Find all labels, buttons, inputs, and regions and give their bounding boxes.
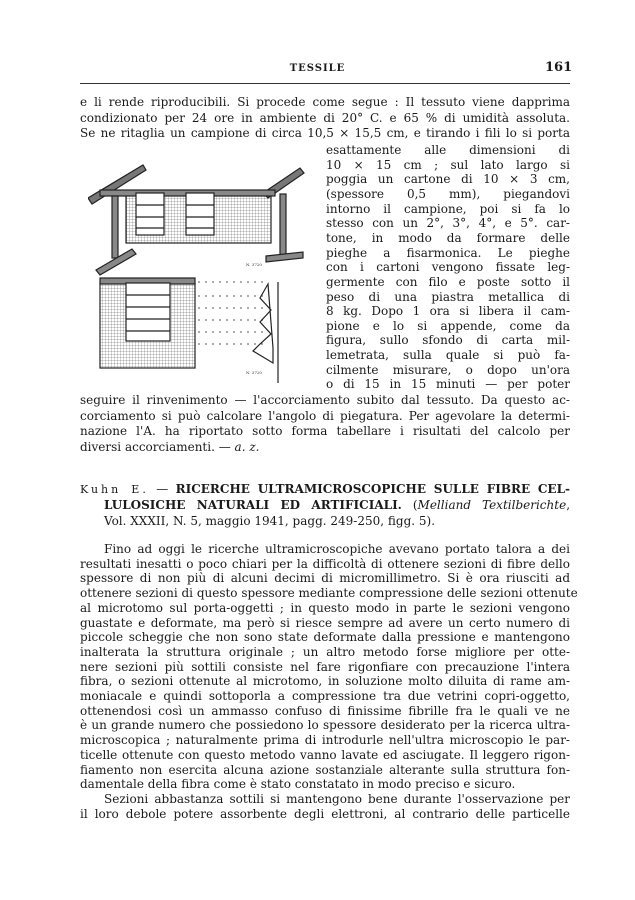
figure-apparatus	[88, 148, 323, 393]
dash: —	[148, 482, 176, 496]
body-line: fibra, o sezioni ottenute al microtomo, in soluzione molto diluita di rame am-	[80, 674, 570, 689]
column-line: figura, sullo sfondo di carta mil-	[326, 333, 570, 348]
intro-line: Se ne ritaglia un campione di circa 10,5 × 15,5 cm, e tirando i fili lo si porta	[80, 126, 570, 141]
figure-caption-top: N. 3720	[246, 262, 262, 267]
body-line: è un grande numero che possiedono lo spessore desiderato per la ricerca ultra-	[80, 718, 570, 733]
body-line: inalterata la struttura originale ; un altro metodo forse migliore per otte-	[80, 644, 570, 659]
body-line: spessore di non più di alcuni decimi di micromillimetro. Si è ora riusciti ad	[80, 571, 570, 586]
article-citation: Vol. XXXII, N. 5, maggio 1941, pagg. 249-250, figg. 5).	[104, 514, 436, 528]
folding-diagram	[100, 278, 278, 383]
body-line: piccole scheggie che non sono state deformate dalla pressione e mantengono	[80, 630, 570, 645]
column-line: poggia un cartone di 10 × 3 cm,	[326, 172, 570, 187]
journal-name: Melliand Textilberichte	[417, 498, 567, 512]
column-line: (spessore 0,5 mm), piegandovi	[326, 186, 570, 201]
column-line: pione e lo si appende, come da	[326, 318, 570, 333]
article-heading-line-1	[80, 482, 570, 497]
intro-line: seguire il rinvenimento — l'accorciamento subito dal tessuto. Da questo ac-	[80, 393, 570, 407]
page-number: 161	[545, 60, 573, 75]
body-line: ottenere sezioni di questo spessore mediante compressione delle sezioni ottenute	[80, 586, 578, 601]
paren: (	[401, 498, 418, 512]
signature: a. z.	[234, 440, 260, 454]
column-line: peso di una piastra metallica di	[326, 289, 570, 304]
article-author: Kuhn E.	[80, 483, 149, 496]
column-line: 10 × 15 cm ; sul lato largo si	[326, 157, 570, 172]
intro-last-line	[80, 440, 259, 454]
body-line: nere sezioni più sottili consiste nel fare rigonfiare con precauzione l'intera	[80, 659, 570, 674]
column-line: lemetrata, sulla quale si può fa-	[326, 348, 570, 363]
intro-line: condizionato per 24 ore in ambiente di 20° C. e 65 % di umidità assoluta.	[80, 110, 570, 125]
figure-caption-bottom: N. 3720	[246, 370, 262, 375]
article-title-2: LULOSICHE NATURALI ED ARTIFICIALI.	[104, 498, 402, 512]
body-line: fiamento non esercita alcuna azione sostanziale alterante sulla struttura fon-	[80, 762, 570, 777]
column-line: cilmente misurare, o dopo un'ora	[326, 362, 570, 377]
intro-line: nazione l'A. ha riportato sotto forma tabellare i risultati del calcolo per	[80, 424, 570, 439]
body-line: ottenendosi così un ammasso confuso di finissime fibrille fra le quali ve ne	[80, 703, 570, 718]
column-line: con i cartoni vengono fissate leg-	[326, 260, 570, 275]
frame-illustration	[88, 165, 304, 275]
column-line: o di 15 in 15 minuti — per poter	[326, 377, 570, 392]
header-rule	[80, 83, 570, 84]
column-line: esattamente alle dimensioni di	[326, 143, 570, 157]
body-line: moniacale e quindi sottoporla a compressione tra due vetrini copri-oggetto,	[80, 689, 570, 703]
column-line: pieghe a fisarmonica. Le pieghe	[326, 245, 570, 260]
body-line: ticelle ottenute con questo metodo vanno lavate ed asciugate. Il leggero rigon-	[80, 747, 570, 762]
body-line: resultati inesatti o poco chiari per la difficoltà di ottenere sezioni di fibre dello	[80, 556, 570, 571]
body-line: guastate e deformate, ma però si riesce sempre ad avere un certo numero di	[80, 615, 570, 630]
body-line: Sezioni abbastanza sottili si mantengono bene durante l'osservazione per	[104, 791, 570, 806]
column-line: stesso con un 2°, 3°, 4°, e 5°. car-	[326, 216, 570, 231]
text: diversi accorciamenti. —	[80, 440, 231, 454]
column-line: tone, in modo da formare delle	[326, 230, 570, 245]
body-line: microscopica ; naturalmente prima di introdurle nell'ultra microscopio le par-	[80, 733, 570, 748]
article-heading-line-2	[104, 498, 570, 512]
intro-line: corciamento si può calcolare l'angolo di piegatura. Per agevolare la determi-	[80, 408, 570, 423]
body-line: damentale della fibra come è stato constatato in modo preciso e sicuro.	[80, 777, 516, 792]
running-header: TESSILE	[289, 63, 346, 74]
article-title-1: RICERCHE ULTRAMICROSCOPICHE SULLE FIBRE CEL-	[175, 482, 570, 496]
intro-line: e li rende riproducibili. Si procede come segue : Il tessuto viene dapprima	[80, 95, 570, 109]
column-line: intorno il campione, poi si fa lo	[326, 201, 570, 216]
body-line: Fino ad oggi le ricerche ultramicroscopiche avevano portato talora a dei	[104, 542, 570, 556]
column-line: 8 kg. Dopo 1 ora si libera il cam-	[326, 304, 570, 319]
body-line: al microtomo sul porta-oggetti ; in questo modo in parte le sezioni vengono	[80, 600, 570, 615]
body-line: il loro debole potere assorbente degli elettroni, al contrario delle particelle	[80, 806, 570, 821]
column-line: germente con filo e poste sotto il	[326, 274, 570, 289]
comma: ,	[566, 498, 571, 512]
